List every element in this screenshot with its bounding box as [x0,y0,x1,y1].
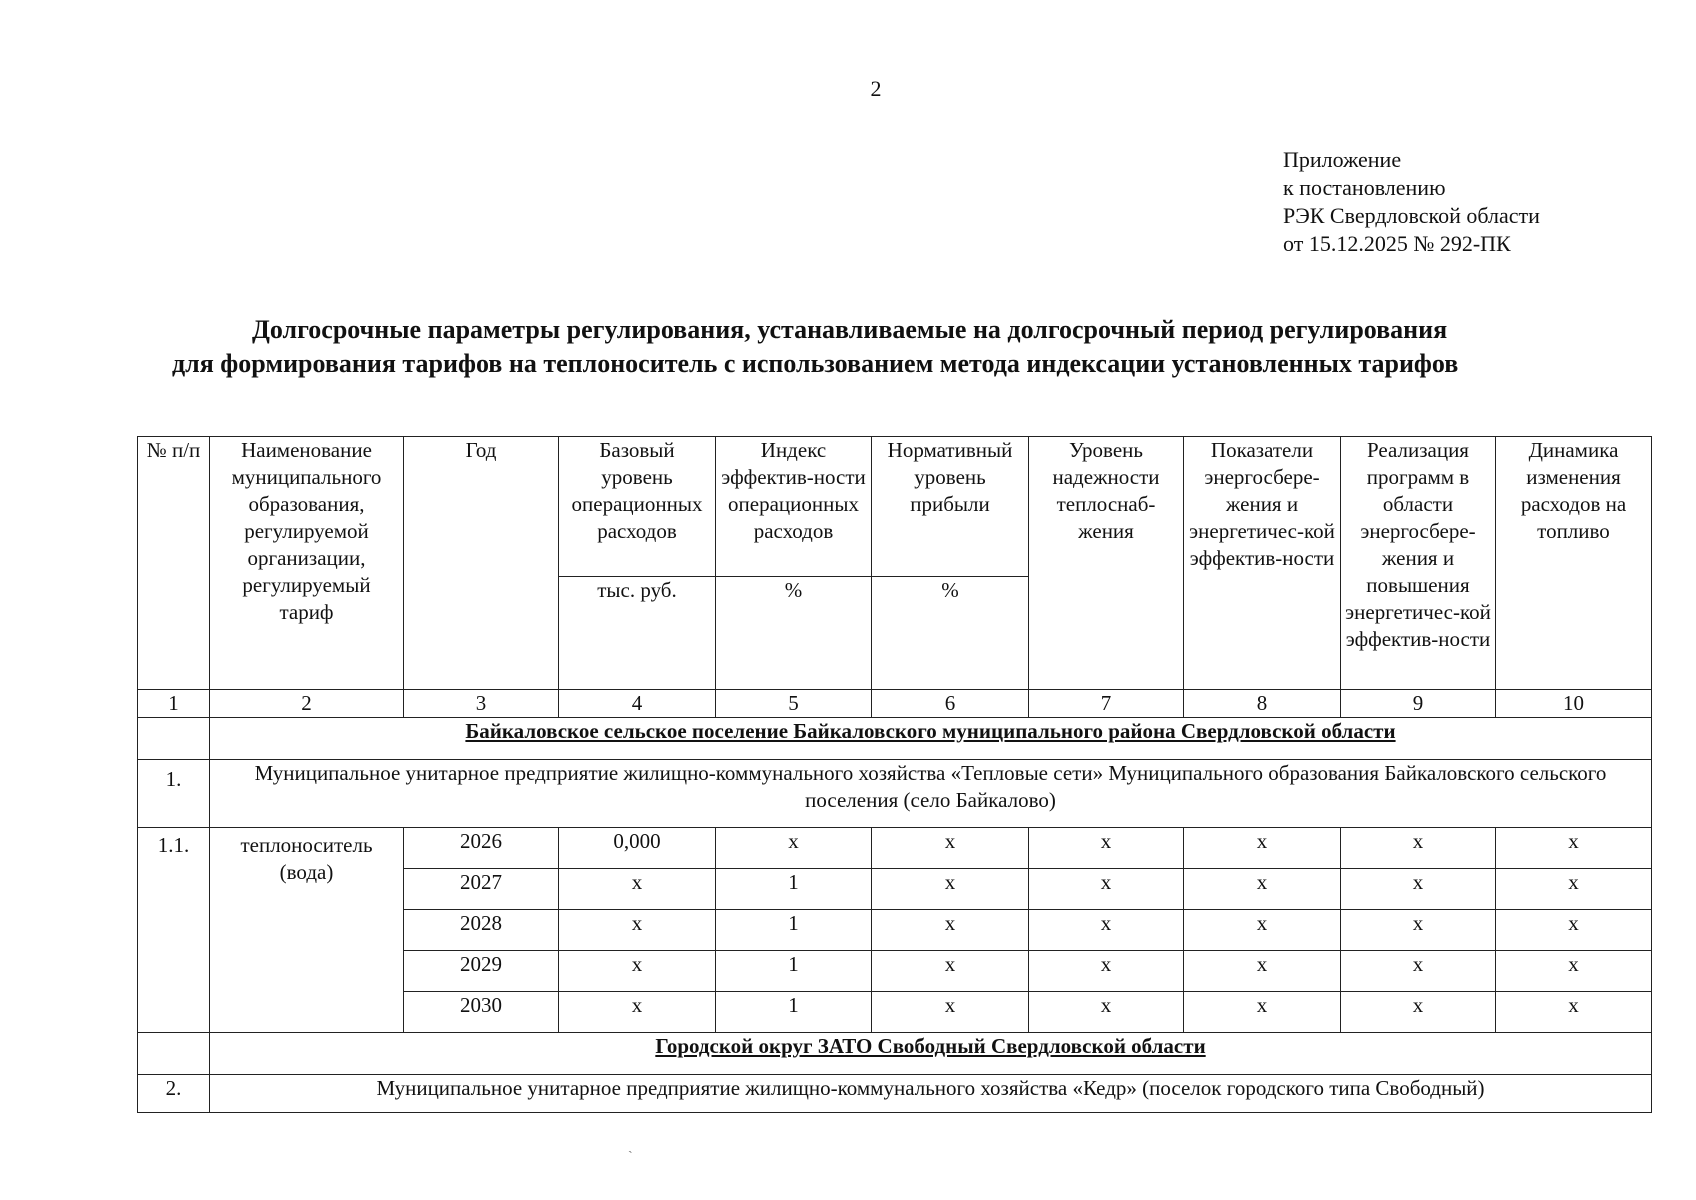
column-number: 1 [138,690,210,718]
value-cell: х [559,869,716,910]
value-cell: х [872,869,1029,910]
year-cell: 2028 [404,910,559,951]
value-cell: х [1341,992,1496,1033]
value-cell: х [559,992,716,1033]
header-base-opex: Базовый уровень операционных расходов [559,437,716,577]
value-cell: х [1029,992,1184,1033]
header-programs: Реализация программ в области энергосбере-жения и повышения энергетичес-кой эффектив-ности [1341,437,1496,690]
value-cell: х [1496,992,1652,1033]
organization-number: 2. [138,1075,210,1113]
header-efficiency-index: Индекс эффектив-ности операционных расходов [716,437,872,577]
header-fuel-dynamics: Динамика изменения расходов на топливо [1496,437,1652,690]
value-cell: х [1341,869,1496,910]
appendix-line: от 15.12.2025 № 292-ПК [1283,231,1511,256]
header-reliability: Уровень надежности теплоснаб-жения [1029,437,1184,690]
organization-number: 1. [138,760,210,828]
title-line-2: для формирования тарифов на теплоноситель с использованием метода индексации установленных тарифов [172,349,1459,378]
organization-name: Муниципальное унитарное предприятие жилищно-коммунального хозяйства «Тепловые сети» Муниципального образования Байкаловского сельского поселения (село Байкалово) [210,760,1652,828]
value-cell: х [1184,951,1341,992]
value-cell: х [1341,951,1496,992]
page-number: 2 [870,76,882,101]
value-cell: х [559,951,716,992]
table-row [138,828,1652,869]
appendix-line: к постановлению [1283,175,1446,200]
column-numbers-row [138,690,1652,718]
value-cell: х [1184,910,1341,951]
appendix-line: РЭК Свердловской области [1283,203,1540,228]
value-cell: х [1496,869,1652,910]
document-title [140,313,1696,381]
header-profit-level: Нормативный уровень прибыли [872,437,1029,577]
appendix-line: Приложение [1283,147,1402,172]
column-number: 6 [872,690,1029,718]
organization-row [138,760,1652,828]
organization-row [138,1075,1652,1113]
item-number: 1.1. [138,828,210,1033]
value-cell: 1 [716,910,872,951]
value-cell: х [1184,828,1341,869]
value-cell: х [1029,869,1184,910]
year-cell: 2030 [404,992,559,1033]
column-number: 7 [1029,690,1184,718]
parameters-table [137,436,1652,1113]
section-row [138,718,1652,760]
empty-cell [138,1033,210,1075]
value-cell: х [872,910,1029,951]
value-cell: 1 [716,869,872,910]
value-cell: 0,000 [559,828,716,869]
column-number: 10 [1496,690,1652,718]
unit-percent: % [716,577,872,690]
year-cell: 2026 [404,828,559,869]
empty-cell [138,718,210,760]
value-cell: х [872,828,1029,869]
header-name: Наименование муниципального образования, регулируемой организации, регулируемый тариф [210,437,404,690]
header-number: № п/п [138,437,210,690]
value-cell: х [1496,910,1652,951]
value-cell: х [1496,828,1652,869]
value-cell: х [1341,910,1496,951]
value-cell: х [1029,828,1184,869]
column-number: 3 [404,690,559,718]
tariff-name: теплоноситель (вода) [210,828,404,1033]
organization-name: Муниципальное унитарное предприятие жилищно-коммунального хозяйства «Кедр» (поселок городского типа Свободный) [210,1075,1652,1113]
unit-percent: % [872,577,1029,690]
value-cell: х [1029,951,1184,992]
section-title: Городской округ ЗАТО Свободный Свердловской области [210,1033,1652,1075]
year-cell: 2029 [404,951,559,992]
scan-mark: ˎ [628,1139,633,1154]
value-cell: х [1496,951,1652,992]
column-number: 5 [716,690,872,718]
value-cell: х [1184,869,1341,910]
value-cell: х [716,828,872,869]
value-cell: х [872,992,1029,1033]
section-title: Байкаловское сельское поселение Байкаловского муниципального района Свердловской области [210,718,1652,760]
header-year: Год [404,437,559,690]
column-number: 9 [1341,690,1496,718]
header-energy-saving: Показатели энергосбере-жения и энергетичес-кой эффектив-ности [1184,437,1341,690]
value-cell: х [872,951,1029,992]
value-cell: х [1029,910,1184,951]
value-cell: х [1184,992,1341,1033]
section-row [138,1033,1652,1075]
unit-thousand-rub: тыс. руб. [559,577,716,690]
column-number: 4 [559,690,716,718]
title-line-1: Долгосрочные параметры регулирования, устанавливаемые на долгосрочный период регулирования [252,315,1448,344]
column-number: 8 [1184,690,1341,718]
value-cell: 1 [716,951,872,992]
value-cell: 1 [716,992,872,1033]
column-number: 2 [210,690,404,718]
value-cell: х [559,910,716,951]
appendix-block [1283,146,1540,258]
year-cell: 2027 [404,869,559,910]
value-cell: х [1341,828,1496,869]
